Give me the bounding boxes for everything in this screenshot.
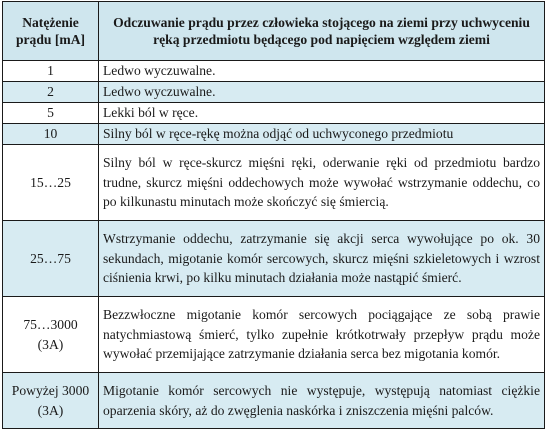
effect-description: Wstrzymanie oddechu, zatrzymanie się akcji serca wywołujące po ok. 30 sekundach, migotanie komór sercowych, skurcz mięśni szkieletowych i wzrost ciśnienia krwi, po kilku minutach działania może nastąpić śmierć.	[99, 221, 545, 297]
current-value: 15…25	[3, 145, 99, 221]
table-row	[3, 373, 545, 429]
current-value: 10	[3, 124, 99, 145]
effect-description: Silny ból w ręce-rękę można odjąć od uchwyconego przedmiotu	[99, 124, 545, 145]
header-perception: Odczuwanie prądu przez człowieka stojącego na ziemi przy uchwyceniu ręką przedmiotu będącego pod napięciem względem ziemi	[99, 2, 545, 61]
effect-description: Lekki ból w ręce.	[99, 103, 545, 124]
table-row	[3, 82, 545, 103]
table-row	[3, 124, 545, 145]
table-header-row	[3, 2, 545, 61]
current-value: 5	[3, 103, 99, 124]
effect-description: Migotanie komór sercowych nie występuje, występują natomiast ciężkie oparzenia skóry, aż do zwęglenia naskórka i zniszczenia mięśni palców.	[99, 373, 545, 429]
current-value: 25…75	[3, 221, 99, 297]
effect-description: Ledwo wyczuwalne.	[99, 82, 545, 103]
current-effects-table	[2, 1, 545, 429]
current-value: Powyżej 3000 (3A)	[3, 373, 99, 429]
effect-description: Silny ból w ręce-skurcz mięśni ręki, oderwanie ręki od przedmiotu bardzo trudne, skurcz mięśni oddechowych może wywołać wstrzymanie oddechu, co po kilkunastu minutach może skończyć się śmiercią.	[99, 145, 545, 221]
table-row	[3, 61, 545, 82]
table-row	[3, 103, 545, 124]
current-value: 1	[3, 61, 99, 82]
effect-description: Bezzwłoczne migotanie komór sercowych pociągające ze sobą prawie natychmiastową śmierć, tylko zupełnie krótkotrwały przepływ prądu może wywołać przemijające zatrzymanie działania serca bez migotania komór.	[99, 297, 545, 373]
current-value: 2	[3, 82, 99, 103]
table-row	[3, 297, 545, 373]
table-row	[3, 145, 545, 221]
effect-description: Ledwo wyczuwalne.	[99, 61, 545, 82]
table-row	[3, 221, 545, 297]
current-value: 75…3000 (3A)	[3, 297, 99, 373]
header-current-intensity: Natężenie prądu [mA]	[3, 2, 99, 61]
